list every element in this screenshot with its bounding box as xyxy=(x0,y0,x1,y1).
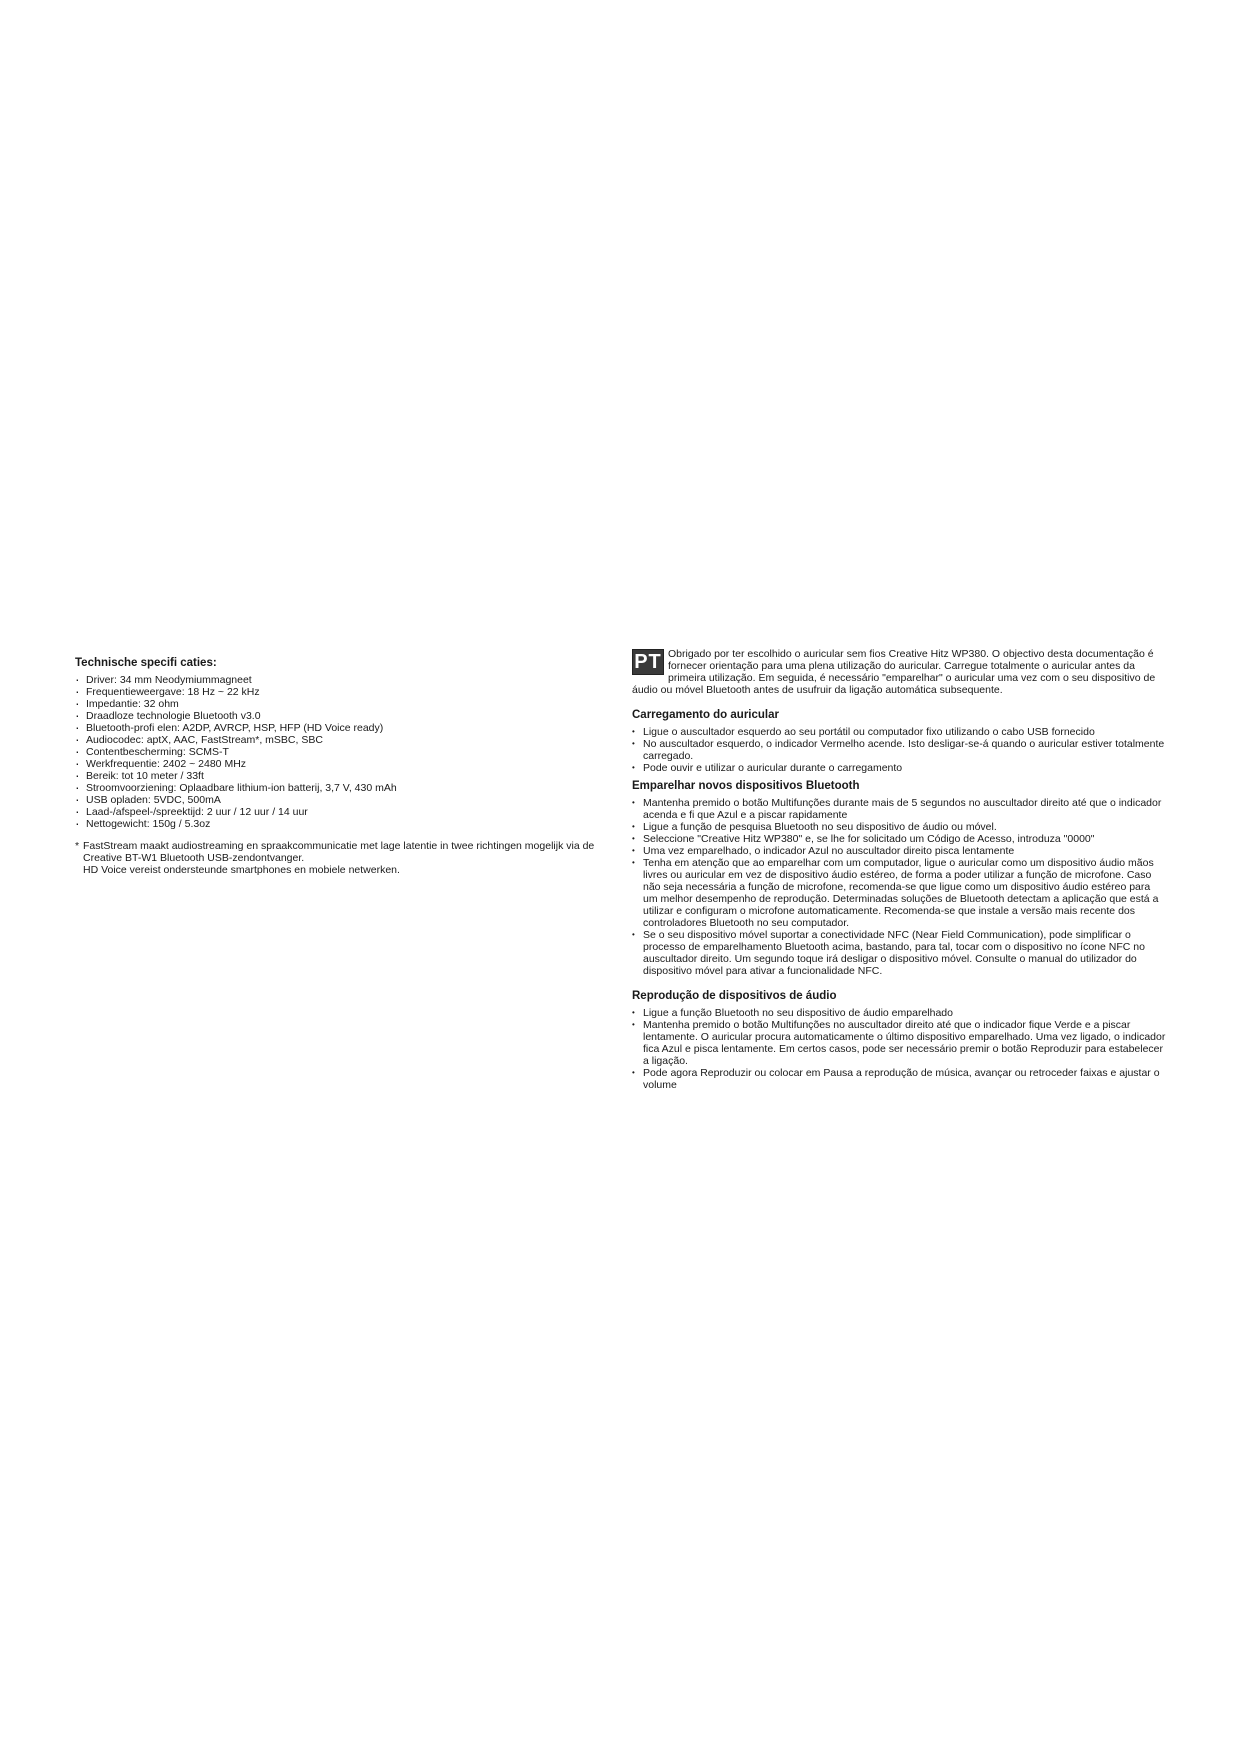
playback-section xyxy=(632,989,1167,1091)
spec-item: · Driver: 34 mm Neodymiummagneet xyxy=(75,674,605,686)
spec-item: · Impedantie: 32 ohm xyxy=(75,698,605,710)
spec-item: · Bereik: tot 10 meter / 33ft xyxy=(75,770,605,782)
list-item: • Uma vez emparelhado, o indicador Azul no auscultador direito pisca lentamente xyxy=(632,845,1167,857)
charging-section xyxy=(632,708,1167,774)
spec-item: · Audiocodec: aptX, AAC, FastStream*, mSBC, SBC xyxy=(75,734,605,746)
spec-item: · Contentbescherming: SCMS-T xyxy=(75,746,605,758)
intro-paragraph xyxy=(632,648,1167,696)
spec-item: · USB opladen: 5VDC, 500mA xyxy=(75,794,605,806)
list-item: • No auscultador esquerdo, o indicador Vermelho acende. Isto desligar-se-á quando o auricular estiver totalmente carregado. xyxy=(632,738,1167,762)
spec-item: · Stroomvoorziening: Oplaadbare lithium-ion batterij, 3,7 V, 430 mAh xyxy=(75,782,605,794)
footnote-marker: * xyxy=(75,840,80,852)
spec-list xyxy=(75,674,605,830)
list-item: • Seleccione "Creative Hitz WP380" e, se lhe for solicitado um Código de Acesso, introduza "0000" xyxy=(632,833,1167,845)
list-item: • Pode ouvir e utilizar o auricular durante o carregamento xyxy=(632,762,1167,774)
spec-item: · Werkfrequentie: 2402 ~ 2480 MHz xyxy=(75,758,605,770)
list-item: • Tenha em atenção que ao emparelhar com um computador, ligue o auricular como um dispositivo áudio mãos livres ou auricular em vez de dispositivo áudio estéreo, de forma a poder utilizar a função de microfone. Caso não seja necessária a função de microfone, recomenda-se que ligue como um dispositivo áudio estéreo para um melhor desempenho de reprodução. Determinadas soluções de Bluetooth detectam a aplicação que está a utilizar e configuram o microfone automaticamente. Recomenda-se que instale a versão mais recente dos controladores Bluetooth no seu computador. xyxy=(632,857,1167,929)
list-item: • Mantenha premido o botão Multifunções durante mais de 5 segundos no auscultador direito até que o indicador acenda e fi que Azul e a piscar rapidamente xyxy=(632,797,1167,821)
list-item: • Ligue o auscultador esquerdo ao seu portátil ou computador fixo utilizando o cabo USB fornecido xyxy=(632,726,1167,738)
spec-item: · Nettogewicht: 150g / 5.3oz xyxy=(75,818,605,830)
list-item: • Ligue a função de pesquisa Bluetooth no seu dispositivo de áudio ou móvel. xyxy=(632,821,1167,833)
spec-item: · Laad-/afspeel-/spreektijd: 2 uur / 12 uur / 14 uur xyxy=(75,806,605,818)
spec-item: · Bluetooth-profi elen: A2DP, AVRCP, HSP, HFP (HD Voice ready) xyxy=(75,722,605,734)
dutch-spec-column xyxy=(75,656,605,876)
playback-list xyxy=(632,1007,1167,1091)
charging-heading: Carregamento do auricular xyxy=(632,709,779,721)
list-item: • Ligue a função Bluetooth no seu dispositivo de áudio emparelhado xyxy=(632,1007,1167,1019)
intro-text: Obrigado por ter escolhido o auricular sem fios Creative Hitz WP380. O objectivo desta documentação é fornecer orientação para uma plena utilização do auricular. Carregue totalmente o auricular antes da primeira utilização. Em seguida, é necessário "emparelhar" o auricular uma vez com o seu dispositivo de áudio ou móvel Bluetooth antes de usufruir da ligação automática subsequente. xyxy=(632,648,1156,696)
spec-item: · Frequentieweergave: 18 Hz ~ 22 kHz xyxy=(75,686,605,698)
pairing-list xyxy=(632,797,1167,977)
charging-list xyxy=(632,726,1167,774)
language-badge: PT xyxy=(632,649,664,675)
pairing-section xyxy=(632,779,1167,977)
playback-heading: Reprodução de dispositivos de áudio xyxy=(632,990,837,1002)
portuguese-column xyxy=(632,648,1167,1091)
pairing-heading: Emparelhar novos dispositivos Bluetooth xyxy=(632,780,860,792)
footnote-line: HD Voice vereist ondersteunde smartphones en mobiele netwerken. xyxy=(83,864,400,876)
list-item: • Mantenha premido o botão Multifunções no auscultador direito até que o indicador fique Verde e a piscar lentamente. O auricular procura automaticamente o último dispositivo emparelhado. Uma vez ligado, o indicador fica Azul e pisca lentamente. Em certos casos, pode ser necessário premir o botão Reproduzir para estabelecer a ligação. xyxy=(632,1019,1167,1067)
footnote-line: FastStream maakt audiostreaming en spraakcommunicatie met lage latentie in twee richtingen mogelijk via de Creative BT-W1 Bluetooth USB-zendontvanger. xyxy=(83,840,595,864)
list-item: • Se o seu dispositivo móvel suportar a conectividade NFC (Near Field Communication), pode simplificar o processo de emparelhamento Bluetooth acima, bastando, para tal, tocar com o dispositivo no ícone NFC no auscultador direito. Um segundo toque irá desligar o dispositivo móvel. Consulte o manual do utilizador do dispositivo móvel para ativar a funcionalidade NFC. xyxy=(632,929,1167,977)
list-item: • Pode agora Reproduzir ou colocar em Pausa a reprodução de música, avançar ou retroceder faixas e ajustar o volume xyxy=(632,1067,1167,1091)
spec-heading: Technische specifi caties: xyxy=(75,657,217,669)
spec-item: · Draadloze technologie Bluetooth v3.0 xyxy=(75,710,605,722)
footnote xyxy=(75,840,605,876)
